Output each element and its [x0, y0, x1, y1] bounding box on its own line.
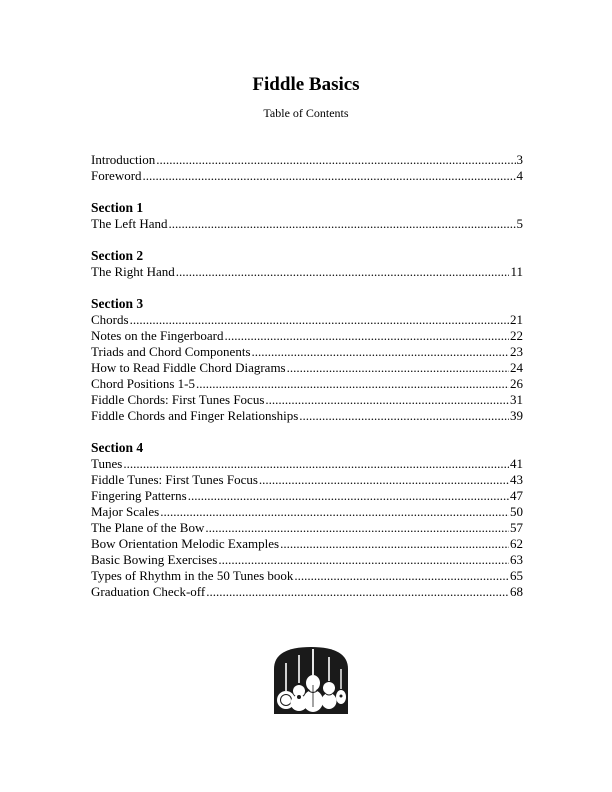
toc-entry-page: 39 — [510, 408, 523, 423]
toc-entry-label: Fiddle Chords: First Tunes Focus — [91, 392, 265, 407]
toc-entry-label: Chord Positions 1-5 — [91, 376, 196, 391]
toc-entry-label: Graduation Check-off — [91, 584, 206, 599]
toc-entry-label: Fiddle Tunes: First Tunes Focus — [91, 472, 258, 487]
toc-section-2 — [91, 248, 523, 280]
toc-entry[interactable] — [91, 376, 523, 392]
string-instruments-emblem-icon — [272, 645, 350, 715]
toc-entry-label: The Left Hand — [91, 216, 168, 231]
toc-entry[interactable] — [91, 152, 523, 168]
table-of-contents — [91, 152, 523, 616]
dot-leader — [143, 168, 516, 184]
toc-entry-label: Types of Rhythm in the 50 Tunes book — [91, 568, 294, 583]
document-title: Fiddle Basics — [252, 74, 360, 95]
toc-entry[interactable] — [91, 536, 523, 552]
toc-entry-page: 47 — [510, 488, 523, 503]
section-heading: Section 4 — [91, 440, 144, 455]
toc-entry-label: Chords — [91, 312, 129, 327]
dot-leader — [130, 312, 509, 328]
dot-leader — [169, 216, 516, 232]
toc-entry-page: 26 — [510, 376, 523, 391]
dot-leader — [265, 392, 509, 408]
toc-entry[interactable] — [91, 408, 523, 424]
toc-entry-page: 24 — [510, 360, 523, 375]
dot-leader — [225, 328, 509, 344]
toc-entry-label: Fiddle Chords and Finger Relationships — [91, 408, 299, 423]
toc-entry[interactable] — [91, 264, 523, 280]
toc-entry-page: 4 — [516, 168, 523, 183]
dot-leader — [294, 568, 509, 584]
toc-entry[interactable] — [91, 360, 523, 376]
toc-entry-page: 65 — [510, 568, 523, 583]
toc-entry[interactable] — [91, 504, 523, 520]
toc-entry-label: Notes on the Fingerboard — [91, 328, 224, 343]
dot-leader — [280, 536, 509, 552]
toc-entry[interactable] — [91, 472, 523, 488]
dot-leader — [252, 344, 510, 360]
toc-entry-page: 11 — [510, 264, 523, 279]
toc-entry-page: 68 — [510, 584, 523, 599]
toc-entry-label: Fingering Patterns — [91, 488, 187, 503]
toc-entry-page: 31 — [510, 392, 523, 407]
toc-entry-page: 22 — [510, 328, 523, 343]
toc-entry-page: 62 — [510, 536, 523, 551]
dot-leader — [188, 488, 509, 504]
section-heading: Section 3 — [91, 296, 144, 311]
toc-entry[interactable] — [91, 520, 523, 536]
toc-intro-group — [91, 152, 523, 184]
dot-leader — [176, 264, 510, 280]
toc-entry[interactable] — [91, 552, 523, 568]
dot-leader — [287, 360, 509, 376]
dot-leader — [218, 552, 509, 568]
toc-entry[interactable] — [91, 216, 523, 232]
toc-entry-label: Major Scales — [91, 504, 160, 519]
dot-leader — [160, 504, 509, 520]
dot-leader — [205, 520, 509, 536]
toc-entry-label: Tunes — [91, 456, 123, 471]
toc-entry-page: 3 — [516, 152, 523, 167]
toc-entry-page: 63 — [510, 552, 523, 567]
toc-section-3 — [91, 296, 523, 424]
toc-entry-label: Basic Bowing Exercises — [91, 552, 218, 567]
toc-entry-page: 50 — [510, 504, 523, 519]
dot-leader — [156, 152, 515, 168]
dot-leader — [196, 376, 509, 392]
toc-entry-page: 5 — [516, 216, 523, 231]
dot-leader — [299, 408, 509, 424]
toc-entry-label: The Plane of the Bow — [91, 520, 205, 535]
toc-section-1 — [91, 200, 523, 232]
dot-leader — [259, 472, 509, 488]
dot-leader — [206, 584, 509, 600]
dot-leader — [123, 456, 509, 472]
toc-entry-page: 57 — [510, 520, 523, 535]
toc-entry[interactable] — [91, 328, 523, 344]
toc-entry[interactable] — [91, 168, 523, 184]
toc-entry[interactable] — [91, 392, 523, 408]
toc-entry[interactable] — [91, 312, 523, 328]
toc-entry[interactable] — [91, 584, 523, 600]
toc-entry-page: 43 — [510, 472, 523, 487]
toc-section-4 — [91, 440, 523, 600]
section-heading: Section 1 — [91, 200, 144, 215]
toc-entry-label: How to Read Fiddle Chord Diagrams — [91, 360, 286, 375]
toc-entry[interactable] — [91, 488, 523, 504]
toc-entry-label: Introduction — [91, 152, 156, 167]
toc-entry[interactable] — [91, 344, 523, 360]
toc-entry-page: 41 — [510, 456, 523, 471]
toc-entry[interactable] — [91, 456, 523, 472]
document-subtitle: Table of Contents — [263, 106, 349, 120]
toc-entry[interactable] — [91, 568, 523, 584]
toc-entry-label: The Right Hand — [91, 264, 175, 279]
toc-entry-page: 21 — [510, 312, 523, 327]
toc-entry-label: Foreword — [91, 168, 142, 183]
toc-entry-label: Triads and Chord Components — [91, 344, 251, 359]
toc-entry-label: Bow Orientation Melodic Examples — [91, 536, 280, 551]
toc-entry-page: 23 — [510, 344, 523, 359]
section-heading: Section 2 — [91, 248, 144, 263]
